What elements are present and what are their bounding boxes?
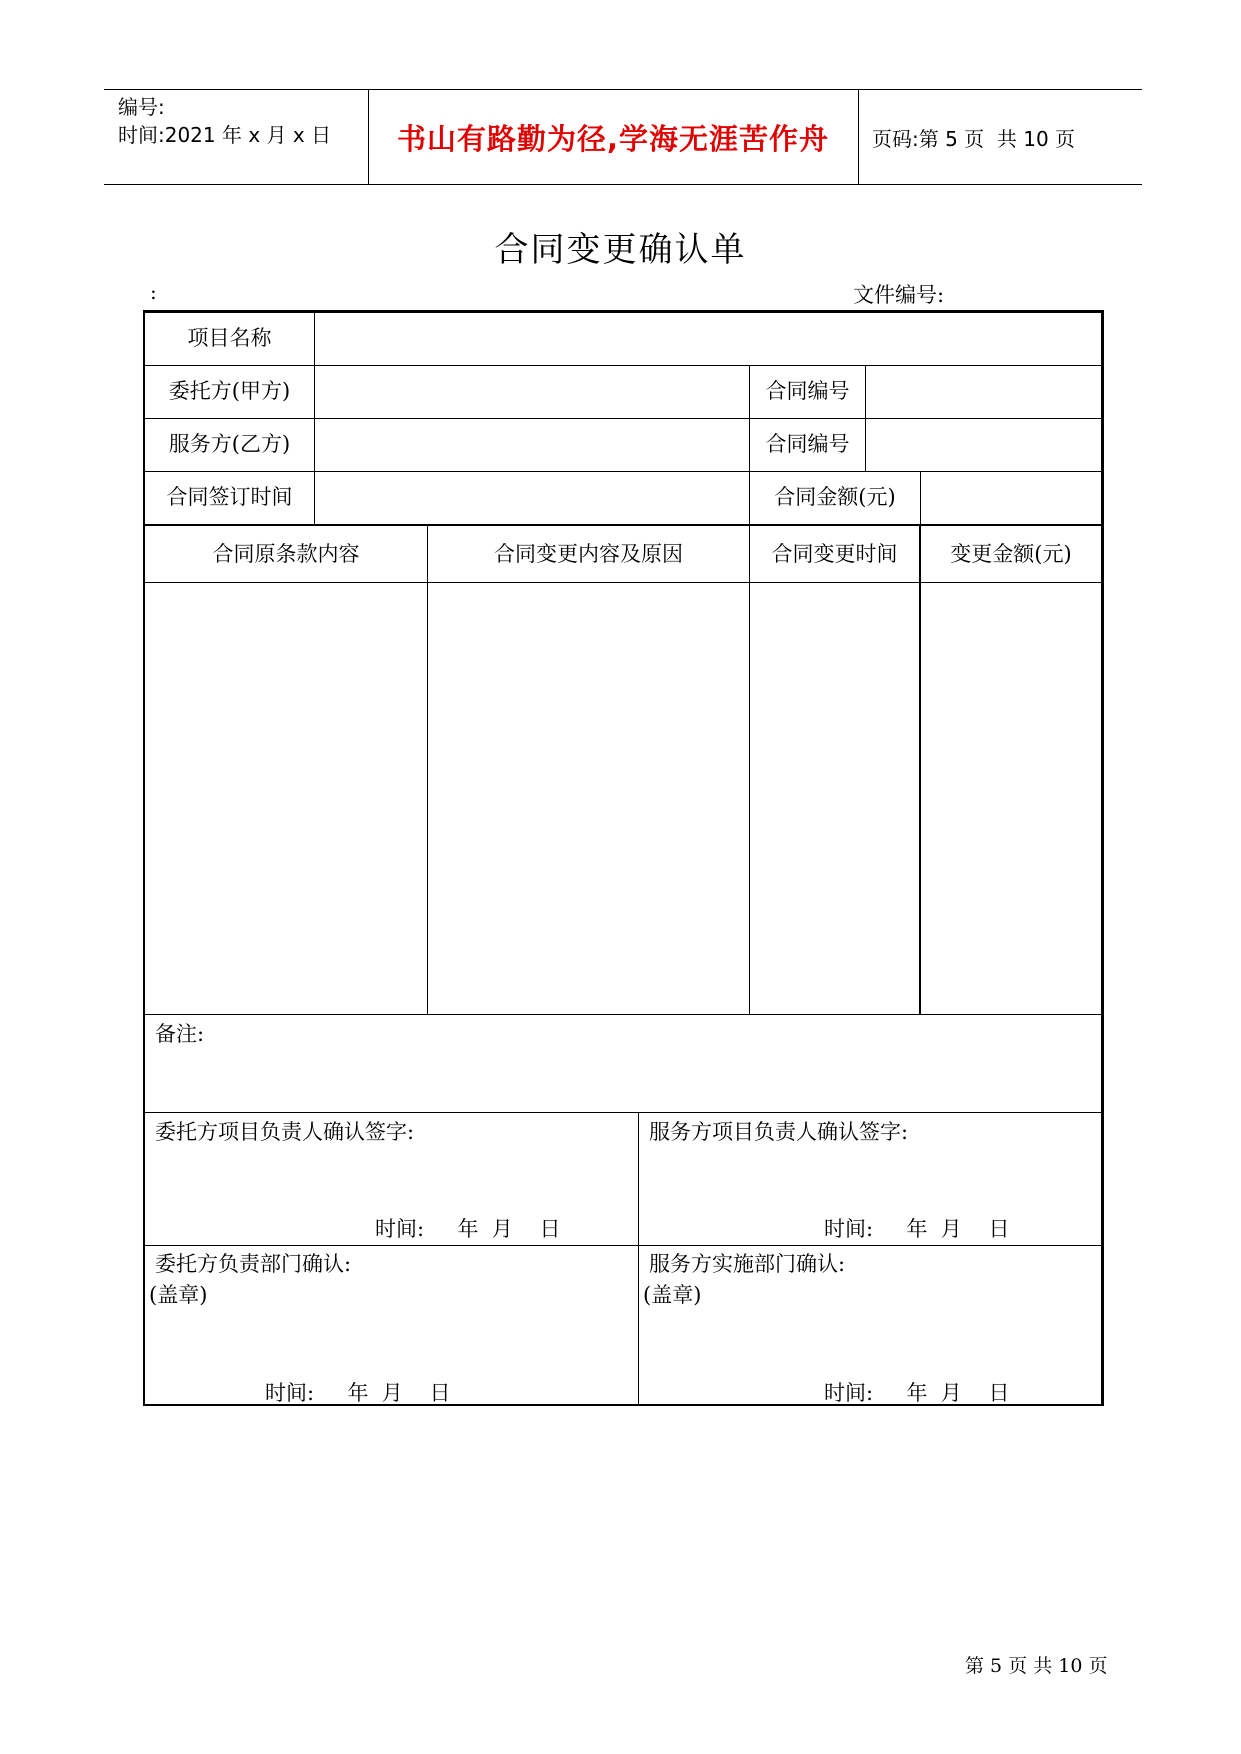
time-label: 时间:2021 年 x 月 x 日 bbox=[118, 123, 332, 147]
slogan: 书山有路勤为径,学海无涯苦作舟 bbox=[396, 121, 830, 156]
project-name-label: 项目名称 bbox=[187, 326, 272, 350]
change-content-cell[interactable] bbox=[428, 583, 749, 1014]
colon-mark: : bbox=[150, 280, 157, 304]
file-number-label: 文件编号: bbox=[853, 283, 945, 307]
remarks-label: 备注: bbox=[155, 1022, 205, 1046]
sign-time-label: 合同签订时间 bbox=[166, 485, 293, 509]
contract-number-field[interactable] bbox=[866, 366, 1101, 418]
project-name-field[interactable] bbox=[315, 310, 1101, 365]
contract-number-field[interactable] bbox=[866, 419, 1101, 471]
page-indicator bbox=[872, 90, 1075, 184]
client-pm-sign-label: 委托方项目负责人确认签字: bbox=[155, 1120, 415, 1144]
change-time-cell[interactable] bbox=[750, 583, 919, 1014]
col-change-time: 合同变更时间 bbox=[771, 542, 898, 566]
row-divider bbox=[143, 524, 1104, 526]
provider-seal-label: (盖章) bbox=[643, 1283, 702, 1307]
col-change-content: 合同变更内容及原因 bbox=[494, 542, 683, 566]
client-seal-label: (盖章) bbox=[149, 1283, 208, 1307]
provider-field[interactable] bbox=[315, 419, 749, 471]
row-divider bbox=[143, 1245, 1104, 1246]
header-divider bbox=[858, 90, 859, 184]
provider-dept-label: 服务方实施部门确认: bbox=[649, 1252, 846, 1276]
serial-label: 编号: bbox=[118, 95, 165, 119]
provider-dept-time: 时间: 年 月 日 bbox=[824, 1381, 1010, 1405]
contract-number-label: 合同编号 bbox=[765, 432, 850, 456]
page-header bbox=[104, 89, 1142, 185]
page-footer: 第 5 页 共 10 页 bbox=[965, 1655, 1108, 1677]
sign-time-field[interactable] bbox=[315, 472, 749, 524]
header-meta bbox=[118, 93, 331, 149]
client-field[interactable] bbox=[315, 366, 749, 418]
contract-amount-field[interactable] bbox=[921, 472, 1101, 524]
client-pm-sign-time: 时间: 年 月 日 bbox=[375, 1217, 561, 1241]
change-amount-cell[interactable] bbox=[921, 583, 1101, 1014]
original-clause-cell[interactable] bbox=[145, 583, 427, 1014]
provider-pm-sign-time: 时间: 年 月 日 bbox=[824, 1217, 1010, 1241]
contract-amount-label: 合同金额(元) bbox=[774, 485, 896, 509]
row-divider bbox=[143, 1112, 1104, 1113]
contract-number-label: 合同编号 bbox=[765, 379, 850, 403]
page-label: 页码:第 5 页 共 10 页 bbox=[872, 126, 1076, 151]
remarks-field[interactable] bbox=[145, 1015, 1101, 1112]
confirmation-form bbox=[143, 310, 1104, 1406]
form-border-right bbox=[1101, 310, 1104, 1406]
client-dept-time: 时间: 年 月 日 bbox=[265, 1381, 451, 1405]
client-dept-label: 委托方负责部门确认: bbox=[155, 1252, 352, 1276]
provider-label: 服务方(乙方) bbox=[168, 432, 291, 456]
client-label: 委托方(甲方) bbox=[168, 379, 291, 403]
col-change-amount: 变更金额(元) bbox=[950, 542, 1072, 566]
col-divider bbox=[638, 1112, 639, 1406]
col-original-clause: 合同原条款内容 bbox=[212, 542, 360, 566]
document-title: 合同变更确认单 bbox=[494, 230, 747, 270]
provider-pm-sign-label: 服务方项目负责人确认签字: bbox=[649, 1120, 909, 1144]
